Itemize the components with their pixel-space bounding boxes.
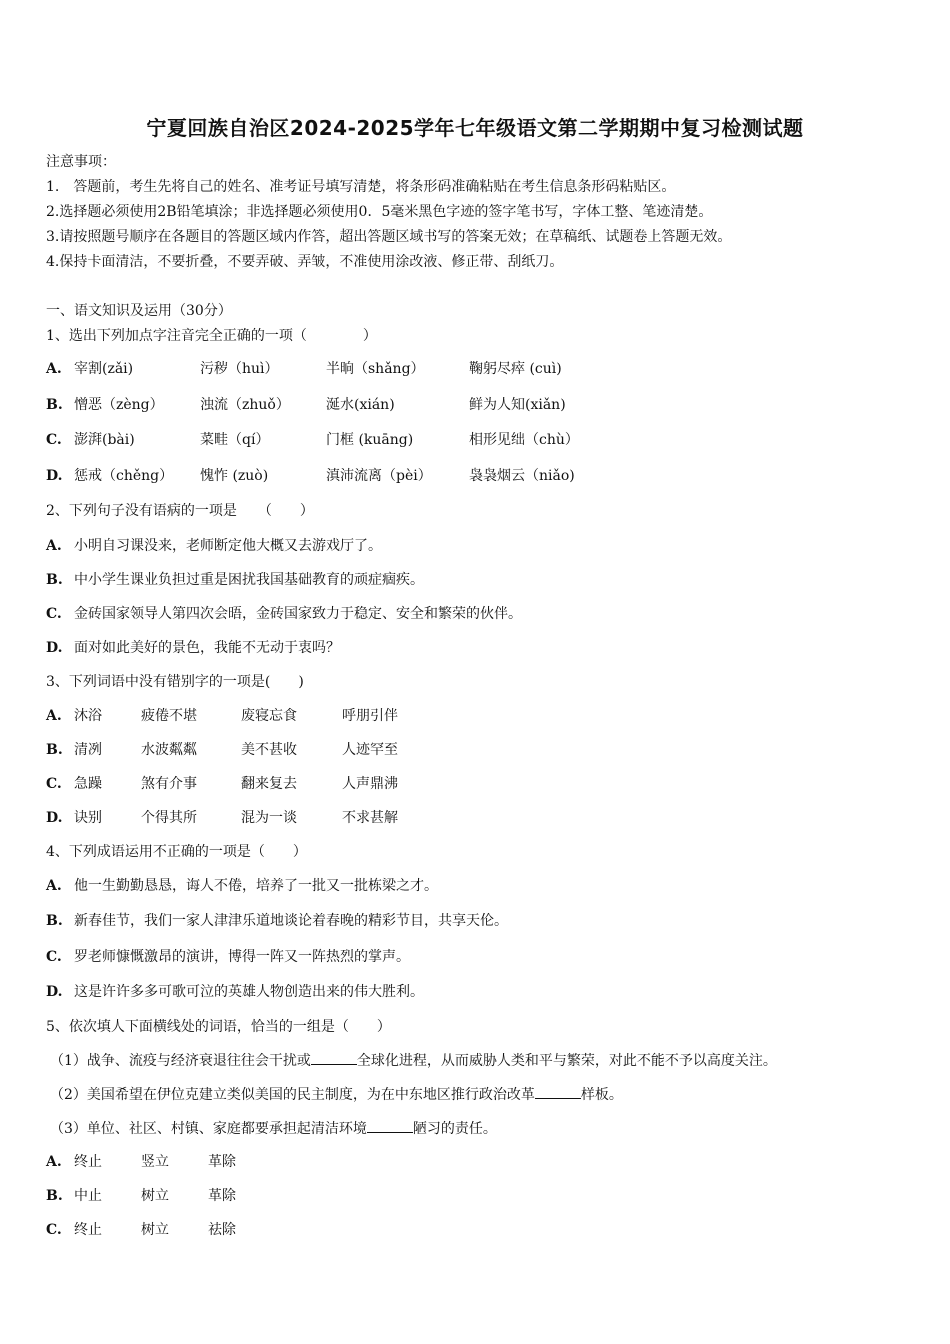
option-item: 宰割(zǎi) [74, 361, 134, 377]
option-item: 门框 (kuāng) [326, 432, 414, 448]
option-item: 革除 [208, 1188, 236, 1204]
option-item: 混为一谈 [241, 810, 297, 826]
option-label: D. [46, 810, 63, 826]
option-item: 憎恶（zèng） [74, 397, 164, 413]
option-item: 浊流（zhuǒ） [200, 397, 290, 413]
option-row: B. 新春佳节，我们一家人津津乐道地谈论着春晚的精彩节目，共享天伦。 [46, 913, 508, 929]
question-stem: 3、下列词语中没有错别字的一项是( ) [46, 674, 304, 690]
option-item: 澎湃(bài) [74, 432, 135, 448]
option-row: A. 小明自习课没来，老师断定他大概又去游戏厅了。 [46, 538, 382, 554]
option-item: 人声鼎沸 [342, 776, 398, 792]
option-label: A. [46, 708, 62, 724]
option-item: 终止 [74, 1154, 102, 1170]
option-row: C. 罗老师慷慨激昂的演讲，博得一阵又一阵热烈的掌声。 [46, 949, 410, 965]
question-stem: 1、选出下列加点字注音完全正确的一项（ ） [46, 328, 377, 344]
option-label: A. [46, 1154, 62, 1170]
option-row: B. 中小学生课业负担过重是困扰我国基础教育的顽症痼疾。 [46, 572, 424, 588]
answer-blank[interactable] [311, 1052, 357, 1065]
option-item: 祛除 [208, 1222, 236, 1238]
section-heading: 一、语文知识及运用（30分） [46, 303, 232, 319]
option-item: 疲倦不堪 [141, 708, 197, 724]
notice-item: 1. 答题前，考生先将自己的姓名、准考证号填写清楚，将条形码准确粘贴在考生信息条形码粘贴区。 [46, 179, 676, 195]
question-stem: 5、依次填人下面横线处的词语，恰当的一组是（ ） [46, 1019, 391, 1035]
option-label: A. [46, 361, 62, 377]
option-item: 不求甚解 [342, 810, 398, 826]
option-item: 鲜为人知(xiǎn) [469, 397, 566, 413]
option-item: 滇沛流离（pèi） [326, 468, 432, 484]
fill-sentence: （3）单位、社区、村镇、家庭都要承担起清洁环境 陋习的责任。 [50, 1121, 497, 1137]
fill-sentence: （2）美国希望在伊位克建立类似美国的民主制度，为在中东地区推行政治改革 样板。 [50, 1087, 623, 1103]
option-item: 终止 [74, 1222, 102, 1238]
option-label: B. [46, 1188, 63, 1204]
option-label: B. [46, 742, 63, 758]
fill-sentence: （1）战争、流疫与经济衰退往往会干扰或 全球化进程，从而威胁人类和平与繁荣，对此不能不予以高度关注。 [50, 1053, 777, 1069]
notice-item: 3.请按照题号顺序在各题目的答题区域内作答，超出答题区域书写的答案无效；在草稿纸、试题卷上答题无效。 [46, 229, 732, 245]
question-stem: 4、下列成语运用不正确的一项是（ ） [46, 844, 307, 860]
option-item: 废寝忘食 [241, 708, 297, 724]
option-item: 袅袅烟云（niǎo) [469, 468, 575, 484]
option-label: C. [46, 1222, 62, 1238]
option-row: A. 他一生勤勤恳恳，诲人不倦，培养了一批又一批栋梁之才。 [46, 878, 438, 894]
option-row: D. 这是许许多多可歌可泣的英雄人物创造出来的伟大胜利。 [46, 984, 424, 1000]
option-item: 美不甚收 [241, 742, 297, 758]
answer-blank[interactable] [535, 1086, 581, 1099]
option-item: 急躁 [74, 776, 102, 792]
notice-heading: 注意事项： [46, 154, 116, 170]
option-item: 革除 [208, 1154, 236, 1170]
option-item: 水波粼粼 [141, 742, 197, 758]
option-item: 愧怍 (zuò) [200, 468, 269, 484]
option-label: D. [46, 468, 63, 484]
notice-item: 4.保持卡面清洁，不要折叠，不要弄破、弄皱，不准使用涂改液、修正带、刮纸刀。 [46, 254, 564, 270]
option-label: C. [46, 776, 62, 792]
option-item: 相形见绌（chù） [469, 432, 579, 448]
option-row: C. 金砖国家领导人第四次会晤，金砖国家致力于稳定、安全和繁荣的伙伴。 [46, 606, 522, 622]
option-item: 诀别 [74, 810, 102, 826]
option-row: D. 面对如此美好的景色，我能不无动于衷吗？ [46, 640, 340, 656]
option-item: 树立 [141, 1222, 169, 1238]
option-item: 惩戒（chěng） [74, 468, 174, 484]
option-item: 竖立 [141, 1154, 169, 1170]
option-item: 树立 [141, 1188, 169, 1204]
option-item: 半晌（shǎng） [326, 361, 425, 377]
option-item: 沐浴 [74, 708, 102, 724]
question-stem: 2、下列句子没有语病的一项是 （ ） [46, 503, 314, 519]
option-item: 污秽（huì） [200, 361, 279, 377]
option-item: 煞有介事 [141, 776, 197, 792]
option-item: 清冽 [74, 742, 102, 758]
notice-item: 2.选择题必须使用2B铅笔填涂；非选择题必须使用0．5毫米黑色字迹的签字笔书写，字体工整、笔迹清楚。 [46, 204, 713, 220]
option-item: 翻来复去 [241, 776, 297, 792]
option-item: 中止 [74, 1188, 102, 1204]
option-label: B. [46, 397, 63, 413]
option-item: 呼朋引伴 [342, 708, 398, 724]
option-item: 菜畦（qí） [200, 432, 270, 448]
option-item: 涎水(xián) [326, 397, 395, 413]
option-label: C. [46, 432, 62, 448]
page-title: 宁夏回族自治区2024-2025学年七年级语文第二学期期中复习检测试题 [146, 116, 804, 140]
option-item: 鞠躬尽瘁 (cuì) [469, 361, 562, 377]
answer-blank[interactable] [367, 1120, 413, 1133]
option-item: 个得其所 [141, 810, 197, 826]
option-item: 人迹罕至 [342, 742, 398, 758]
